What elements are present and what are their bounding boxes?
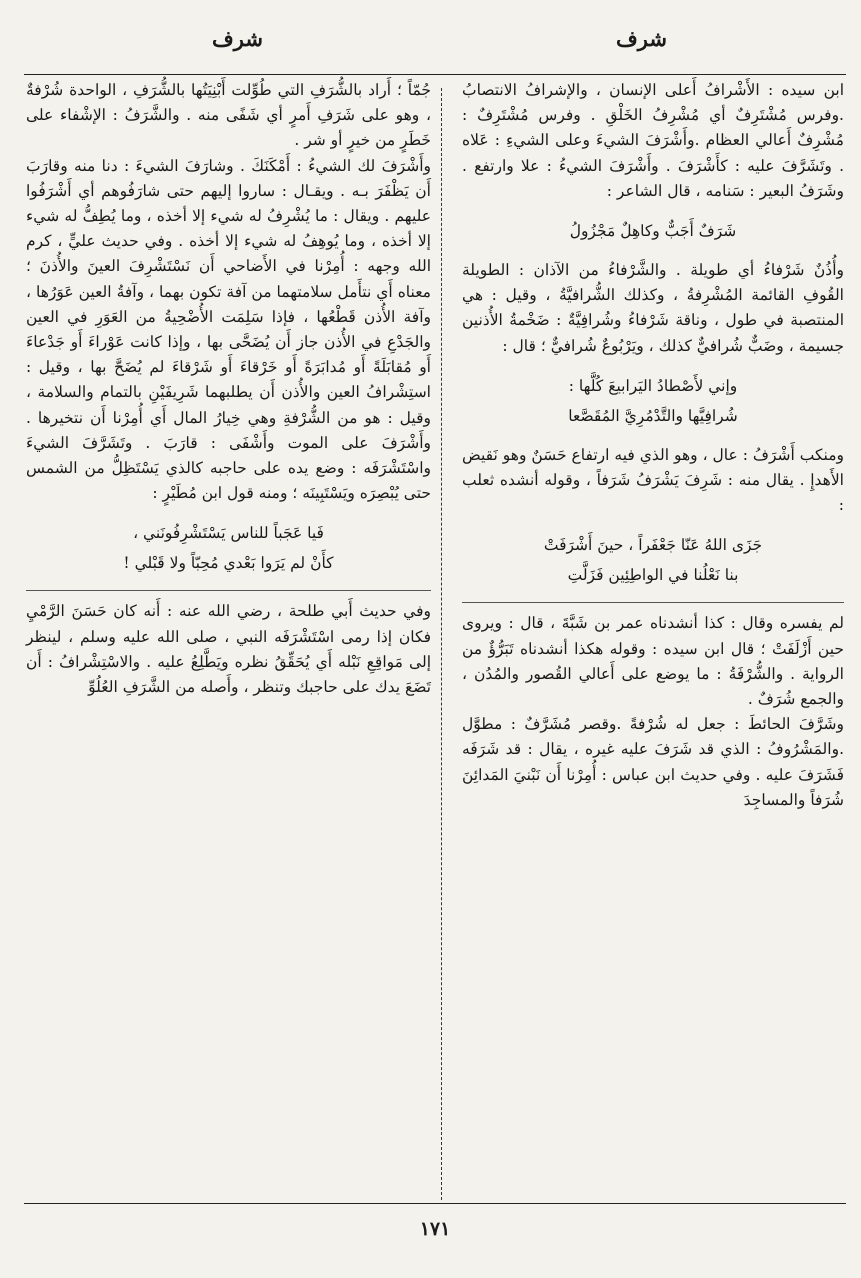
paragraph: وأُذُنٌ شَرْفاءُ أي طويلة . والشَّرْفاءُ من الآذان : الطويلة القُوفِ القائمة المُشْرِفةُ ، وكذلك الشُّرافيَّةُ ، وقيل : هي المنتصبة في طول ، وناقة شَرْفاءُ وشُرافِيَّةٌ : ضَخْمةُ الأُذنين جسيمة ، وضَبٌّ شُرافيٌّ كذلك ، ويَرْبُوعٌ شُرافيٌّ ؛ قال : [462,261,844,355]
verse [462,216,844,246]
paragraph: جُمّاً ؛ أَراد بالشُّرَفِ التي طُوِّلت أَبْنِيَتُها بالشُّرَفِ ، الواحدة شُرْفةٌ ، وهو على شَرَفِ أَمرٍ أي شَفًى منه . والشَّرَفُ : الإشْفاء على خَطَرٍ من خيرٍ أو شر . [26,81,431,150]
verse-line: بنا نَعْلُنا في الواطِئِين فَزَلَّتِ [567,566,739,585]
verse-line: فَيا عَجَباً للناس يَسْتَشْرِفُونَني ، [133,524,324,543]
paragraph: ابن سيده : الأَشْرافُ أَعلى الإنسان ، والإشرافُ الانتصابُ .وفرس مُشْتَرِفٌ أي مُشْرِفُ الخَلْقِ . وفرس مُشْتَرِفٌ : مُشْرِفٌ أَعالي العظام .وأَشْرَفَ الشيءَ وعلى الشيءِ : عَلاه . وتَشَرَّفَ عليه : كأَشْرَفَ . وأَشْرَفَ الشيءُ : علا وارتفع . وشَرَفُ البعير : سَنامه ، قال الشاعر : [462,81,844,200]
verse-line: جَزَى اللهُ عَنّا جَعْفَراً ، حينَ أَشْرَفَتْ [543,536,763,555]
paragraph: ومنكب أَشْرَفُ : عال ، وهو الذي فيه ارتفاع حَسَنٌ وهو نَقيض الأَهدإِ . يقال منه : شَرِفَ يَشْرَفُ شَرَفاً ، وقوله أنشده ثعلب : [462,445,844,515]
page-number: ١٧١ [419,1218,451,1240]
paragraph: وشَرَّفَ الحائطَ : جعل له شُرْفةً .وقصر مُشَرَّفٌ : مطوَّل .والمَشْرُوفُ : الذي قد شَرَفَ عليه غيره ، يقال : قد شَرَفَه فَشَرَفَ عليه . وفي حديث ابن عباس : أُمِرْنا أَن نَبْنيَ المَدائِنَ شُرَفاً والمساجِدَ [462,715,844,809]
header-left-title: شرف [212,26,263,51]
left-column [26,78,431,700]
paragraph: وأَشْرَفَ لك الشيءُ : أَمْكَنَكَ . وشارَفَ الشيءَ : دنا منه وقارَبَ أَن يَظْفَرَ بـه . ويقـال : ساروا إليهم حتى شارَفُوهم أي أَشْرَفُوا عليهم . ويقال : ما يُشْرِفُ له شيء إلا أخذه ، وما يُطِفُّ له شيء إلا أخذه ، وما يُوهِفُ له شيء إلا أخذه . وفي حديث عليٍّ ، كرم الله وجهه : أُمِرْنا في الأَضاحي أَن نَسْتَشْرِفَ العينَ والأُذنَ ؛ معناه أَي نتأَمل سلامتهما من آفة تكون بهما ، وآفةُ العين عَوَرُها ، وآفة الأُذن قَطْعُها ، فإذا سَلِمَت الأُضْحِيةُ من العَوَرِ في العين والجَدْعِ في الأُذن جاز أَن يُضَحَّى بها ، وإذا كانت عَوْراءَ أَو جَدْعاءَ أَو مُقابَلَةً أَو مُدابَرَةً أَو خَرْقاءَ أَو شَرْقاءَ لم يُضَحَّ بها ، وقيل : استِشْرافُ العين والأُذن أَن يطلبهما شَرِيفَيْنِ بالتمام والسلامة ، وقيل : هو من الشُّرْفةِ وهي خِيارُ المال أَي أُمِرْنا أَن نتخيرها . وأَشْرَفَ على الموت وأَشْفَى : قارَبَ . وتَشَرَّفَ الشيءَ واسْتَشْرَفَه : وضع يده على حاجبه كالذي يَسْتَظِلُّ من الشمس حتى يُبْصِرَه ويَسْتَبِينَه ؛ ومنه قول ابن مُطَيْرٍ : [26,156,431,503]
verse [462,371,844,431]
bottom-rule [24,1203,846,1204]
column-divider [441,88,442,1200]
section-separator [26,590,431,591]
verse [26,518,431,578]
section-separator [462,602,844,603]
verse-line: كأَنْ لم يَرَوا بَعْدي مُحِبّاً ولا قَبْلي ! [123,554,334,573]
header-right-title: شرف [616,26,667,51]
paragraph: وفي حديث أَبي طلحة ، رضي الله عنه : أَنه كان حَسَنَ الرَّمْيِ فكان إذا رمى اسْتَشْرَفَه النبي ، صلى الله عليه وسلم ، لينظر إلى مَواقِعِ نَبْله أَي يُحَقِّقُ نظره ويَطَّلِعُ عليه . والاسْتِشْرافُ : أَن تَضَعَ يدك على حاجبك وتنظر ، وأَصله من الشَّرَفِ العُلُوِّ [26,602,431,697]
verse-line: شَرَفٌ أَجَبٌّ وكاهِلٌ مَجْزُولُ [569,222,737,241]
paragraph: لم يفسره وقال : كذا أنشدناه عمر بن شَبَّةَ ، قال : ويروى حين أَزْلَفَتْ ؛ قال ابن سيده : وقوله هكذا أنشدناه تَبَرُّؤٌ من الرواية . والشُّرْفَةُ : ما يوضع على أَعالي القُصور والمُدُن ، والجمع شُرَفٌ . [462,614,844,709]
verse [462,530,844,590]
verse-line: شُرافِيَّها والتَّدْمُرِيَّ المُقَصَّعا [568,406,738,425]
top-rule [24,74,846,75]
verse-line: وإني لأَصْطادُ اليَرابيعَ كُلَّها : [568,376,738,395]
right-column [462,78,844,813]
